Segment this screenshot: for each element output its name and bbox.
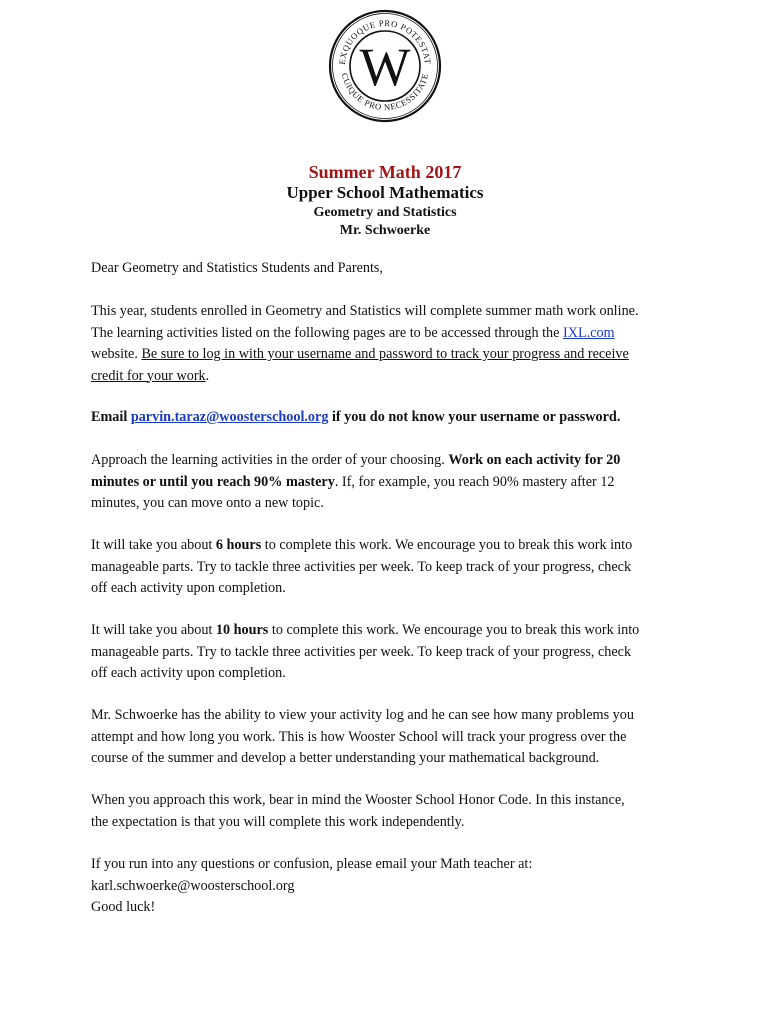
time-2-line-1-pre: It will take you about	[91, 622, 216, 638]
credit-instruction-underlined: credit for your work	[91, 367, 206, 384]
approach-line-2-text: . If, for example, you reach 90% mastery after 12	[334, 473, 615, 490]
seal-graphic	[327, 8, 443, 124]
greeting-line: Dear Geometry and Statistics Students and Parents,	[91, 260, 383, 276]
approach-line-3: minutes, you can move onto a new topic.	[91, 495, 324, 511]
closing-line: Good luck!	[91, 899, 156, 915]
seal-letter: W	[359, 37, 411, 97]
honor-code-line-2: the expectation is that you will complete this work independently.	[91, 813, 465, 830]
intro-line-4-period: .	[205, 367, 210, 384]
approach-line-1	[91, 450, 691, 472]
activity-log-paragraph	[91, 705, 691, 770]
email-paragraph	[91, 407, 691, 429]
department-heading: Upper School Mathematics	[286, 183, 484, 202]
intro-line-3	[91, 344, 691, 366]
email-line-rest: if you do not know your username or password.	[328, 409, 621, 425]
time-estimate-paragraph-1	[91, 535, 691, 600]
contact-paragraph	[91, 854, 691, 919]
honor-code-line-1: When you approach this work, bear in mind the Wooster School Honor Code. In this instance,	[91, 792, 625, 808]
intro-line-3-text: website.	[91, 346, 142, 362]
time-estimate-paragraph-2	[91, 620, 691, 685]
time-1-line-1	[91, 535, 691, 557]
time-1-line-3: off each activity upon completion.	[91, 580, 286, 596]
time-1-line-1-pre: It will take you about	[91, 537, 216, 553]
activity-log-line-3: course of the summer and develop a better understanding your mathematical background.	[91, 750, 600, 766]
email-link[interactable]: parvin.taraz@woosterschool.org	[130, 409, 329, 425]
time-2-line-2: manageable parts. Try to tackle three activities per week. To keep track of your progress, check	[91, 643, 632, 660]
seal-motto-bottom: CUIQUE PRO NECESSITATE	[339, 71, 431, 113]
time-2-line-1-post: to complete this work. We encourage you to break this work into	[268, 622, 640, 638]
time-1-hours: 6 hours	[215, 537, 262, 553]
email-line	[91, 407, 691, 429]
school-seal-logo	[327, 8, 443, 124]
ixl-link[interactable]: IXL.com	[562, 324, 615, 341]
course-heading: Geometry and Statistics	[313, 205, 457, 220]
time-1-line-1-post: to complete this work. We encourage you to break this work into	[261, 537, 633, 553]
intro-line-4	[91, 366, 691, 388]
intro-paragraph	[91, 301, 691, 387]
intro-line-1: This year, students enrolled in Geometry and Statistics will complete summer math work online.	[91, 303, 639, 319]
time-2-line-3: off each activity upon completion.	[91, 665, 286, 681]
greeting-paragraph	[91, 258, 691, 280]
intro-line-2-text: The learning activities listed on the following pages are to be accessed through the	[91, 324, 563, 341]
time-2-line-1	[91, 620, 691, 642]
approach-paragraph	[91, 450, 691, 515]
approach-line-1-bold: Work on each activity for 20	[448, 452, 621, 468]
seal-motto-top: EXQUOQUE PRO POTESTAT	[336, 17, 434, 65]
contact-line-1: If you run into any questions or confusion, please email your Math teacher at:	[91, 856, 533, 872]
activity-log-line-1: Mr. Schwoerke has the ability to view your activity log and he can see how many problems you	[91, 707, 634, 723]
email-label: Email	[91, 409, 131, 425]
activity-log-line-2: attempt and how long you work. This is how Wooster School will track your progress over the	[91, 728, 627, 745]
time-1-line-2: manageable parts. Try to tackle three activities per week. To keep track of your progress, check	[91, 558, 632, 575]
document-title: Summer Math 2017	[308, 162, 462, 182]
approach-line-1-text: Approach the learning activities in the order of your choosing.	[91, 452, 449, 468]
intro-line-2	[91, 323, 691, 345]
approach-line-2-bold: minutes or until you reach 90% mastery	[91, 473, 335, 490]
teacher-heading: Mr. Schwoerke	[339, 223, 431, 238]
login-instruction-underlined: Be sure to log in with your username and password to track your progress and receive	[141, 346, 629, 362]
time-2-hours: 10 hours	[215, 622, 269, 638]
honor-code-paragraph	[91, 790, 691, 833]
teacher-email[interactable]: karl.schwoerke@woosterschool.org	[91, 877, 295, 894]
approach-line-2	[91, 472, 691, 494]
